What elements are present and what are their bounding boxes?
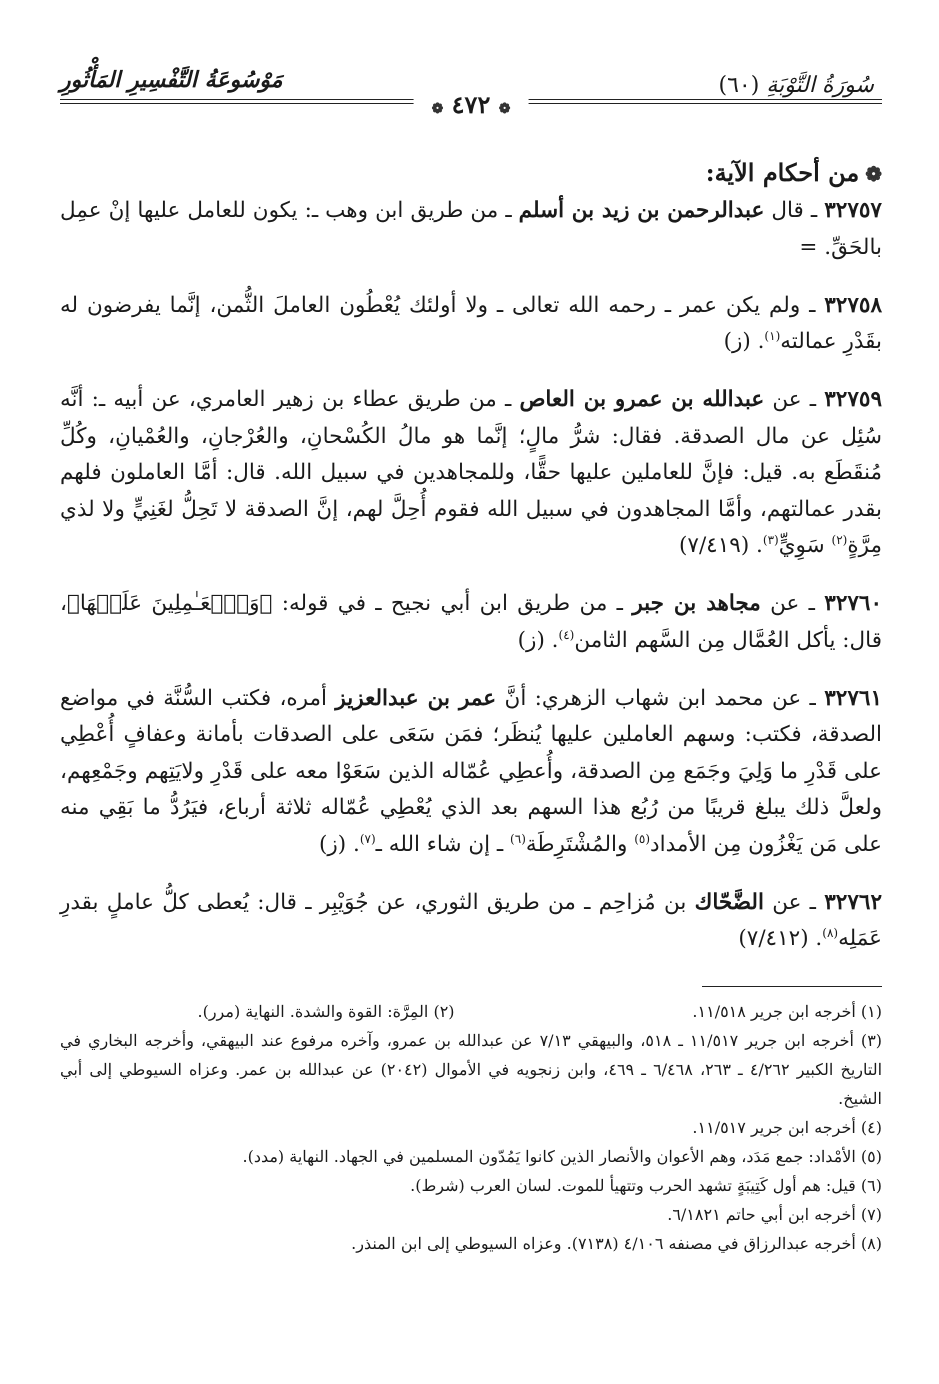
book-title: مَوْسُوعَةُ التَّفْسِيرِ المَأْثُورِ: [60, 67, 283, 93]
entry-32757: [60, 193, 882, 266]
entry-text: ـ من طريق عطاء بن زهير العامري، عن أبيه ـ: أنَّه سُئِل عن مال الصدقة. فقال: شرُّ مالٍ؛ إنَّما هو مالُ الكُسْحانِ، والعُرْجانِ، والعُمْيانِ، وكُلِّ مُنقَطَع به. قيل: فإنَّ للعاملين عليها حقًّا، وللمجاهدين في سبيل الله. قال: أمَّا العاملون فلهم بقدر عمالتهم، وأمَّا المجاهدون في سبيل الله فقوم أُحِلَّ لهم، إنَّ الصدقة لا تَحِلُّ لغَنِيٍّ ولا لذي مِرَّةٍ: [60, 387, 882, 558]
footnote-1: (١) أخرجه ابن جرير ١١/٥١٨.: [692, 1001, 882, 1021]
entry-text: والمُشْتَرِطَة: [525, 831, 635, 857]
entry-text: . (ز): [319, 831, 360, 857]
entry-text: . (٧/٤١٩): [679, 533, 763, 558]
entry-32759: [60, 382, 882, 565]
entry-text: ـ إن شاء الله ـ: [375, 831, 511, 857]
entry-number: ٣٢٧٥٨: [824, 292, 882, 318]
entry-number: ٣٢٧٥٧: [824, 198, 882, 223]
flower-icon: ❁: [865, 162, 882, 186]
entry-text: ـ عن: [764, 387, 825, 412]
entry-text: . (ز): [517, 627, 559, 653]
page: [60, 55, 882, 1258]
entry-text: ـ من طريق ابن وهب ـ: يكون للعامل عليها إنْ عمِل بالحَقِّ. =: [60, 198, 882, 260]
footnote-5: (٥) الأمْداد: جمع مَدَد، وهم الأعوان والأنصار الذين كانوا يَمُدّون المسلمين في الجهاد. النهاية (مدد).: [242, 1146, 882, 1166]
footnote-ref[interactable]: (٦): [510, 831, 526, 846]
surah-number: (٦٠): [718, 73, 760, 98]
entry-text: ـ عن محمد ابن شهاب الزهري: أنَّ: [496, 685, 825, 711]
footnote-ref[interactable]: (١): [764, 328, 781, 343]
footnote-6: (٦) قيل: هم أول كَتِيبَةٍ تشهد الحرب وتتهيأ للموت. لسان العرب (شرط).: [410, 1175, 882, 1195]
entry-text: . (٧/٤١٢): [738, 926, 823, 951]
entry-text: ـ قال: [764, 198, 825, 223]
footnote-7: (٧) أخرجه ابن أبي حاتم ٦/١٨٢١.: [667, 1204, 882, 1224]
entry-text: ـ عن: [760, 591, 825, 616]
footnote-4: (٤) أخرجه ابن جرير ١١/٥١٧.: [692, 1117, 882, 1137]
narrator-name: الضَّحّاك: [694, 889, 764, 915]
page-number-box: [414, 90, 529, 119]
footnote-2: (٢) المِرَّة: القوة والشدة. النهاية (مرر).: [197, 1001, 455, 1021]
footnote-separator: [702, 986, 882, 987]
entry-32762: [60, 885, 882, 958]
footnote-ref[interactable]: (٨): [822, 925, 839, 940]
entry-number: ٣٢٧٦١: [824, 685, 882, 711]
entry-text: سَوِيٍّ: [778, 533, 832, 558]
section-title: [60, 153, 882, 193]
narrator-name: عبدالله بن عمرو بن العاص: [519, 387, 765, 412]
section-title-text: من أحكام الآية:: [705, 158, 860, 187]
entry-text: . (ز): [723, 329, 765, 354]
narrator-name: مجاهد بن جبر: [632, 591, 761, 616]
surah-name: سُورَةُ التَّوْبَةِ: [766, 73, 874, 98]
footnote-8: (٨) أخرجه عبدالرزاق في مصنفه ٤/١٠٦ (٧١٣٨). وعزاه السيوطي إلى ابن المنذر.: [351, 1233, 882, 1253]
footnote-3: (٣) أخرجه ابن جرير ١١/٥١٧ ـ ٥١٨، والبيهقي ٧/١٣ عن عبدالله بن عمرو، وآخره مرفوع عند البيهقي، وأخرجه البخاري في التاريخ الكبير ٤/٢٦٢ ـ ٢٦٣، ٦/٤٦٨ ـ ٤٦٩، وابن زنجويه في الأموال (٢٠٤٢) عن عبدالله بن عمر. وعزاه السيوطي إلى أبي الشيخ.: [60, 1030, 883, 1108]
entry-text: ـ عن: [763, 889, 825, 915]
footnote-ref[interactable]: (٧): [359, 831, 376, 846]
footnote-ref[interactable]: (٣): [762, 532, 779, 547]
surah-heading: [718, 73, 874, 98]
entry-text: أمره، فكتب السُّنَّة في مواضع الصدقة، فكتب: وسهم العاملين عليها يُنظَر؛ فمَن سَعَى على الصدقات بأمانة وعفافٍ أُعْطِي على قَدْرِ ما وَلِيَ وجَمَع مِن الصدقة، وأُعطِي عُمّاله الذين سَعَوْا معه على قَدْرِ ولايَتِهم وجَمْعِهم، ولعلَّ ذلك يبلغ قريبًا من رُبُع هذا السهم بعد الذي يُعْطِي عُمّاله ثلاثة أرباع، فيَرُدُّ ما بَقِي منه على مَن يَغْزُون مِن الأمداد: [60, 685, 882, 857]
entry-32760: [60, 586, 882, 659]
narrator-name: عبدالرحمن بن زيد بن أسلم: [518, 198, 765, 223]
page-number: ٤٧٢: [451, 90, 491, 119]
ornament-icon: ❁: [498, 101, 511, 117]
ornament-icon: ❁: [431, 101, 444, 117]
entry-number: ٣٢٧٦٢: [824, 889, 882, 915]
entry-text: بن مُزاحِم ـ من طريق الثوري، عن جُوَيْبِر ـ قال: يُعطى كلُّ عاملٍ بقدرِ عَمَلِه: [60, 889, 882, 951]
entry-32761: [60, 681, 882, 864]
footnote-ref[interactable]: (٥): [634, 831, 651, 846]
entry-number: ٣٢٧٦٠: [824, 591, 883, 616]
narrator-name: عمر بن عبدالعزيز: [335, 685, 497, 711]
page-header: [60, 55, 882, 119]
footnote-ref[interactable]: (٤): [558, 627, 575, 642]
footnote-ref[interactable]: (٢): [831, 532, 848, 547]
footnotes: [60, 997, 882, 1258]
footnote-row: [60, 997, 882, 1026]
entry-32758: [60, 288, 882, 361]
entry-number: ٣٢٧٥٩: [824, 387, 882, 412]
entry-text: ـ ولم يكن عمر ـ رحمه الله تعالى ـ ولا أولئك يُعْطُون العاملَ الثُّمن، إنَّما يفرضون له بقَدْرِ عمالته: [60, 292, 882, 354]
entry-text: ـ من طريق ابن أبي نجيح ـ في قوله: ﴿وَٱلۡعَـٰمِلِینَ عَلَیۡهَا﴾، قال: يأكل العُمَّال مِن السَّهم الثامن: [60, 591, 882, 653]
